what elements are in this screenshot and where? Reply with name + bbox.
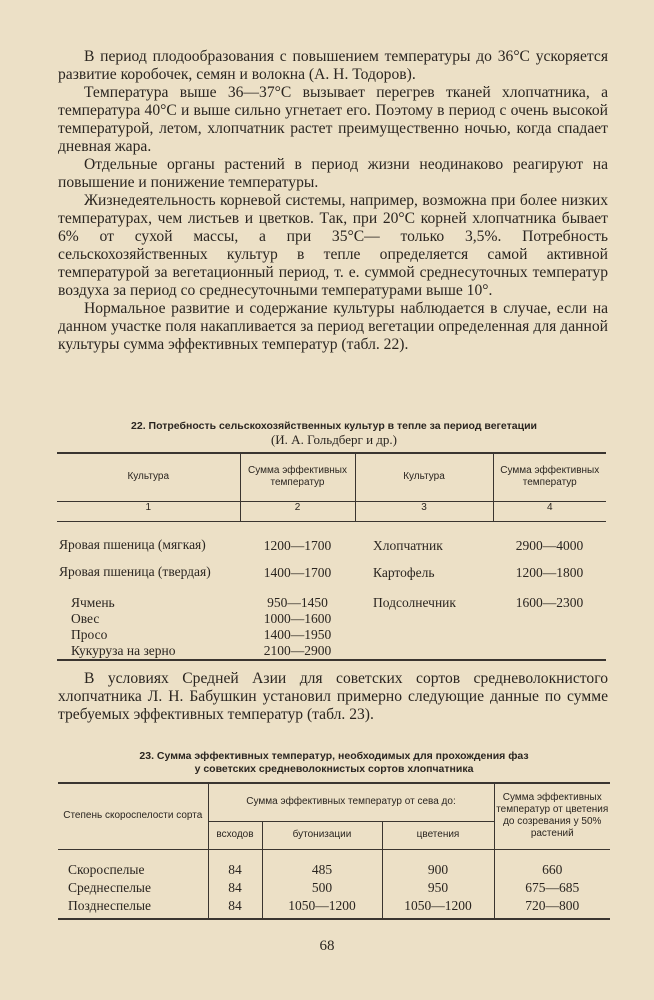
ripening-cell: 660 — [542, 862, 563, 877]
crop-cell: Картофель — [373, 565, 435, 580]
sum-cell: 1400—1700 — [263, 565, 332, 580]
paragraph: Температура выше 36—37°C вызывает перегрев тканей хлопчатника, а температура 40°C и выше сильно угнетает его. Поэтому в период с очень высокой температурой, летом, хлопчатник растет преимущественно ночью, когда спадает дневная жара. — [58, 84, 608, 155]
col-number: 3 — [355, 501, 493, 521]
table-row — [57, 565, 606, 595]
ripening-cell: 675—685 — [525, 880, 580, 895]
paragraph: Жизнедеятельность корневой системы, например, возможна при более низких температурах, чем листьев и цветков. Так, при 20°C корней хлопчатника бывает 6% от сухой массы, а при 35°C— только 3,5%. Потребность сельскохозяйственных культур в тепле определяется самой активной температурой за вегетационный период, т. е. суммой среднесуточных температур воздуха за период со среднесуточными температурами выше 10°. — [58, 192, 608, 299]
table-23 — [58, 782, 610, 920]
flowering-cell: 1050—1200 — [382, 897, 494, 919]
header-crop: Культура — [57, 453, 240, 501]
flowering-cell: 900 — [382, 849, 494, 879]
crop-cell: Подсолнечник — [373, 595, 456, 610]
variety-cell: Скороспелые — [58, 849, 208, 879]
header-sum-group: Сумма эффективных температур от сева до: — [208, 783, 494, 821]
sum-cell: 1200—1800 — [515, 565, 584, 580]
col-number: 4 — [546, 501, 553, 513]
body-text-top — [58, 48, 608, 354]
table-22 — [57, 452, 606, 661]
budding-cell: 500 — [262, 879, 382, 897]
page-number: 68 — [319, 938, 335, 954]
col-number: 1 — [57, 501, 240, 521]
sum-cell: 1000—1600 — [263, 611, 332, 626]
header-sum: Сумма эффективных температур — [500, 465, 600, 489]
shoots-cell: 84 — [208, 849, 262, 879]
crop-cell: Овес — [71, 611, 100, 626]
col-number: 2 — [240, 501, 355, 521]
header-sum: Сумма эффективных температур — [240, 453, 355, 501]
table-row — [57, 643, 606, 660]
header-shoots: всходов — [208, 821, 262, 849]
header-ripening: Сумма эффективных температур от цветения до созревания у 50% растений — [494, 783, 610, 849]
flowering-cell: 950 — [382, 879, 494, 897]
paragraph: В период плодообразования с повышением температуры до 36°C ускоряется развитие коробочек, семян и волокна (А. Н. Тодоров). — [58, 48, 608, 83]
paragraph: Отдельные органы растений в период жизни неодинаково реагируют на повышение и понижение температуры. — [58, 156, 608, 191]
budding-cell: 1050—1200 — [262, 897, 382, 919]
crop-cell: Просо — [71, 627, 108, 642]
table-row — [57, 595, 606, 611]
sum-cell: 1200—1700 — [263, 537, 332, 553]
table-row — [58, 897, 610, 919]
shoots-cell: 84 — [208, 897, 262, 919]
header-variety: Степень скороспелости сорта — [58, 783, 208, 849]
table-row — [58, 879, 610, 897]
crop-cell: Хлопчатник — [373, 537, 443, 553]
shoots-cell: 84 — [208, 879, 262, 897]
sum-cell: 950—1450 — [267, 595, 328, 610]
crop-cell: Кукуруза на зерно — [71, 643, 176, 658]
paragraph: Нормальное развитие и содержание культуры наблюдается в случае, если на данном участке поля накапливается за период вегетации определенная для данной культуры сумма эффективных температур (табл. 22). — [58, 300, 608, 353]
variety-cell: Позднеспелые — [58, 897, 208, 919]
header-flowering: цветения — [382, 821, 494, 849]
sum-cell: 1600—2300 — [515, 595, 584, 610]
table23-caption: 23. Сумма эффективных температур, необходимых для прохождения фаз у советских средневолокнистых сортов хлопчатника — [139, 750, 529, 775]
ripening-cell: 720—800 — [525, 898, 580, 913]
header-crop: Культура — [355, 453, 493, 501]
table-row — [57, 611, 606, 627]
table-row — [58, 849, 610, 879]
table22-caption: 22. Потребность сельскохозяйственных культур в тепле за период вегетации (И. А. Гольдберг и др.) — [131, 420, 537, 447]
sum-cell: 1400—1950 — [263, 627, 332, 642]
header-budding: бутонизации — [262, 821, 382, 849]
sum-cell: 2900—4000 — [515, 537, 584, 553]
budding-cell: 485 — [262, 849, 382, 879]
crop-cell: Ячмень — [71, 595, 115, 610]
body-text-mid — [58, 670, 608, 724]
crop-cell: Яровая пшеница (твердая) — [59, 564, 211, 579]
crop-cell: Яровая пшеница (мягкая) — [59, 536, 206, 552]
table-row — [57, 521, 606, 565]
variety-cell: Среднеспелые — [58, 879, 208, 897]
paragraph: В условиях Средней Азии для советских сортов средневолокнистого хлопчатника Л. Н. Бабушкин установил примерно следующие данные по сумме требуемых эффективных температур (табл. 23). — [58, 670, 608, 723]
sum-cell: 2100—2900 — [263, 643, 332, 658]
table-row — [57, 627, 606, 643]
